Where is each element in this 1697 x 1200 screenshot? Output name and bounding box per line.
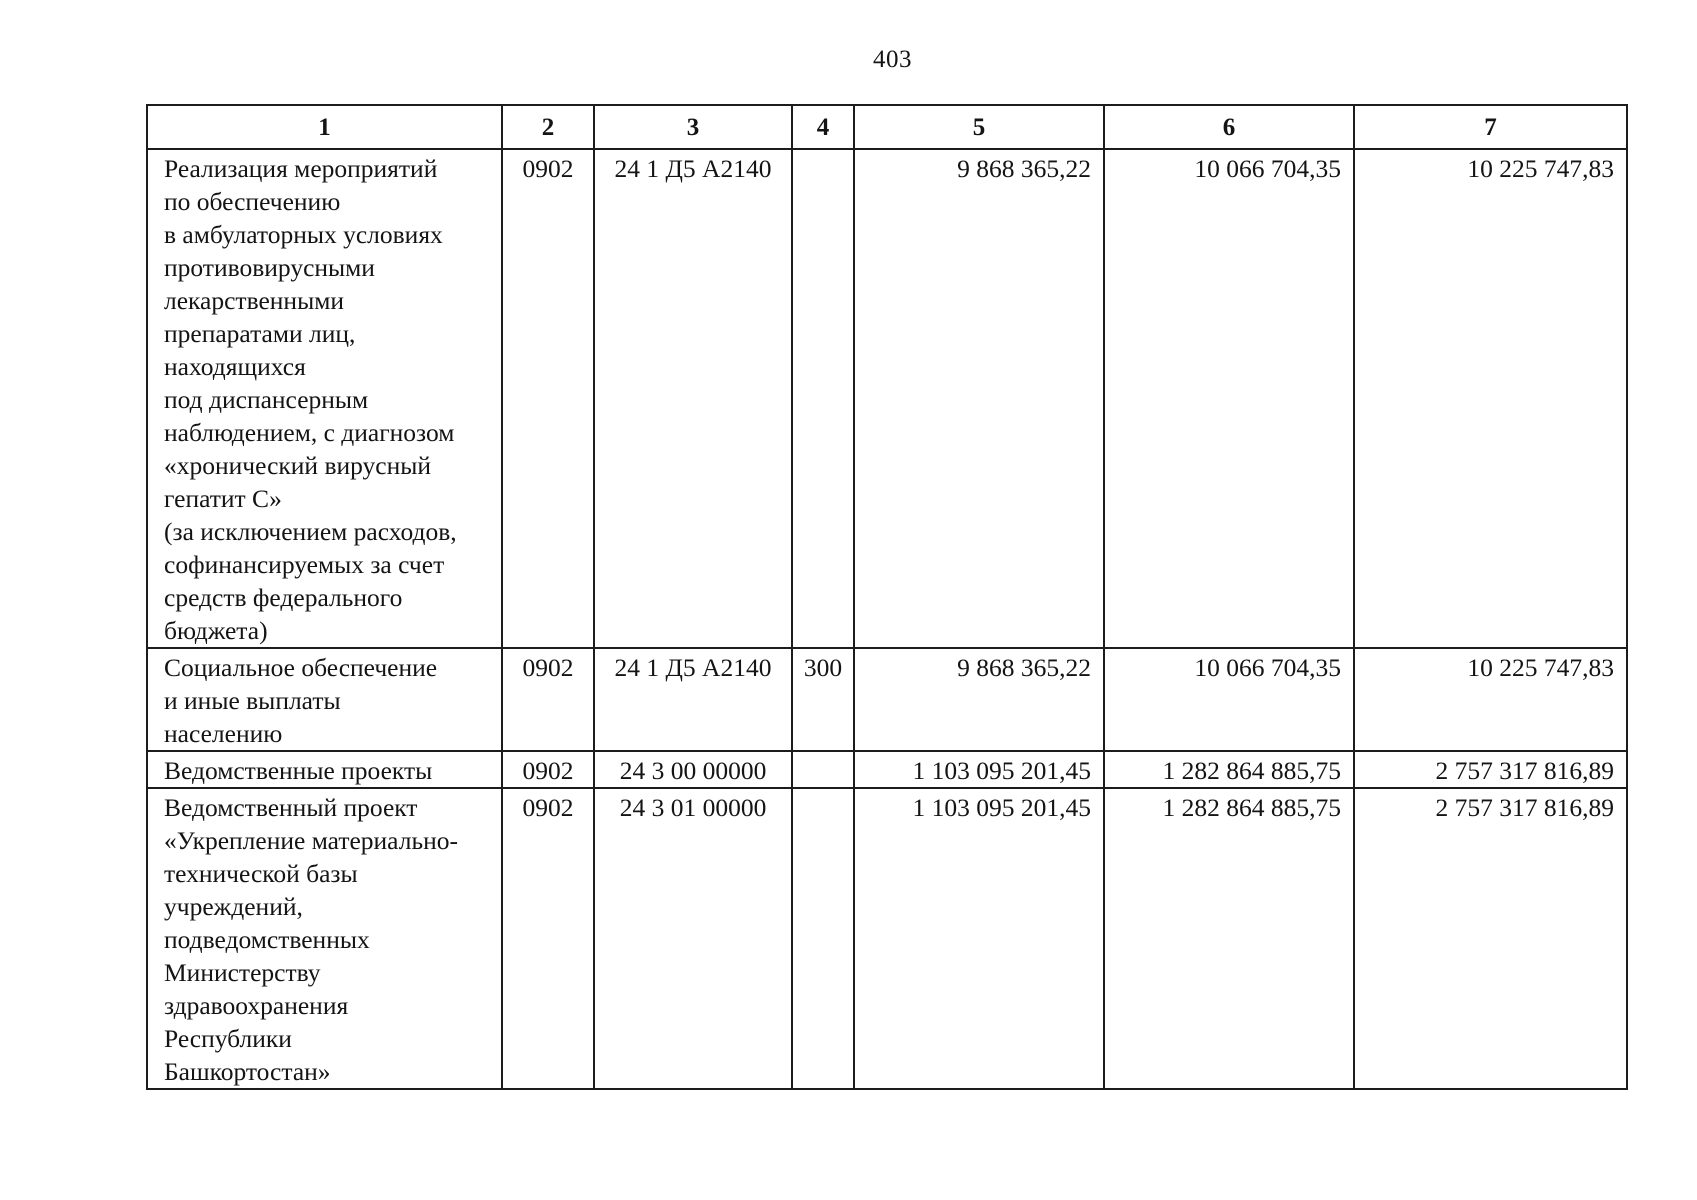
target-code-cell: 24 3 01 00000 [594,788,792,1089]
row-name-line: «хронический вирусный [164,451,432,480]
row-name-line: Ведомственные проекты [164,756,433,785]
expense-type-cell [792,751,854,788]
amount-year1-cell: 1 103 095 201,45 [854,751,1104,788]
row-name-cell [147,788,502,1089]
amount-year2-cell: 10 066 704,35 [1104,149,1354,648]
column-header-7: 7 [1354,105,1627,149]
row-name-line: Башкортостан» [164,1057,331,1086]
row-name-line: «Укрепление материально- [164,826,458,855]
amount-year3-cell: 2 757 317 816,89 [1354,751,1627,788]
column-header-5: 5 [854,105,1104,149]
row-name-line: по обеспечению [164,187,341,216]
budget-table [146,104,1628,1090]
row-name-line: под диспансерным [164,385,369,414]
row-name-line: Ведомственный проект [164,793,418,822]
table-row [147,788,1627,1089]
row-name-line: бюджета) [164,616,268,645]
section-code-cell: 0902 [502,751,594,788]
section-code-cell: 0902 [502,788,594,1089]
row-name-line: софинансируемых за счет [164,550,445,579]
table-row [147,149,1627,648]
amount-year2-cell: 10 066 704,35 [1104,648,1354,751]
row-name-line: препаратами лиц, [164,319,356,348]
target-code-cell: 24 1 Д5 А2140 [594,648,792,751]
row-name-line: Реализация мероприятий [164,154,438,183]
row-name-line: и иные выплаты [164,686,341,715]
column-header-2: 2 [502,105,594,149]
expense-type-cell [792,149,854,648]
row-name-cell [147,751,502,788]
row-name-line: находящихся [164,352,306,381]
amount-year2-cell: 1 282 864 885,75 [1104,788,1354,1089]
row-name-line: Министерству [164,958,321,987]
column-header-4: 4 [792,105,854,149]
row-name-line: гепатит С» [164,484,282,513]
header-row [147,105,1627,149]
amount-year1-cell: 9 868 365,22 [854,648,1104,751]
row-name-line: здравоохранения [164,991,349,1020]
expense-type-cell: 300 [792,648,854,751]
row-name-line: Социальное обеспечение [164,653,438,682]
column-header-6: 6 [1104,105,1354,149]
table-row [147,648,1627,751]
amount-year1-cell: 1 103 095 201,45 [854,788,1104,1089]
row-name-cell [147,149,502,648]
row-name-cell [147,648,502,751]
target-code-cell: 24 3 00 00000 [594,751,792,788]
row-name-line: технической базы [164,859,358,888]
row-name-line: населению [164,719,283,748]
row-name-line: (за исключением расходов, [164,517,457,546]
row-name-line: Республики [164,1024,292,1053]
target-code-cell: 24 1 Д5 А2140 [594,149,792,648]
row-name-line: лекарственными [164,286,344,315]
column-header-3: 3 [594,105,792,149]
row-name-line: средств федерального [164,583,403,612]
page-number: 403 [873,46,912,73]
amount-year1-cell: 9 868 365,22 [854,149,1104,648]
amount-year3-cell: 10 225 747,83 [1354,149,1627,648]
row-name-line: наблюдением, с диагнозом [164,418,455,447]
table-row [147,751,1627,788]
section-code-cell: 0902 [502,648,594,751]
section-code-cell: 0902 [502,149,594,648]
amount-year3-cell: 10 225 747,83 [1354,648,1627,751]
column-header-1: 1 [147,105,502,149]
row-name-line: противовирусными [164,253,375,282]
amount-year2-cell: 1 282 864 885,75 [1104,751,1354,788]
amount-year3-cell: 2 757 317 816,89 [1354,788,1627,1089]
row-name-line: в амбулаторных условиях [164,220,443,249]
row-name-line: подведомственных [164,925,370,954]
expense-type-cell [792,788,854,1089]
row-name-line: учреждений, [164,892,303,921]
